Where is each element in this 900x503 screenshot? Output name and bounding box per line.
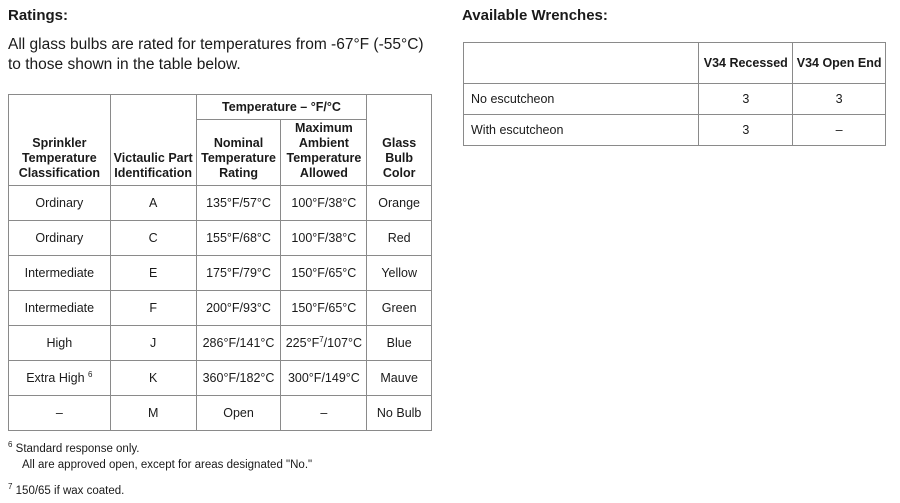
cell-max-ambient — [281, 256, 367, 291]
footnote-6-text: Standard response only. — [15, 443, 140, 455]
rating-row — [9, 291, 432, 326]
cell-nominal: 360°F/182°C — [196, 361, 281, 396]
max-ambient-tail: /107°C — [323, 336, 363, 350]
cell-classification — [9, 396, 111, 431]
cell-max-ambient — [281, 221, 367, 256]
max-ambient-text: 100°F/38°C — [291, 231, 357, 245]
wrench-header-open-end: V34 Open End — [793, 43, 886, 84]
cell-classification — [9, 221, 111, 256]
wrench-row-label: With escutcheon — [464, 115, 699, 146]
header-temperature-group: Temperature – °F/°C — [196, 95, 367, 120]
header-nominal: Nominal Temperature Rating — [196, 120, 281, 186]
classification-text: – — [55, 406, 63, 420]
cell-bulb-color: Mauve — [367, 361, 432, 396]
classification-text: High — [46, 336, 73, 350]
rating-row — [9, 221, 432, 256]
classification-text: Intermediate — [24, 266, 95, 280]
cell-classification — [9, 186, 111, 221]
max-ambient-text: 300°F/149°C — [287, 371, 360, 385]
wrench-header-blank — [464, 43, 699, 84]
classification-text: Intermediate — [24, 301, 95, 315]
cell-part-id: A — [110, 186, 196, 221]
max-ambient-text: 150°F/65°C — [291, 266, 357, 280]
header-bulb-color: Glass Bulb Color — [367, 95, 432, 186]
cell-bulb-color: Green — [367, 291, 432, 326]
footnote-6-line2: All are approved open, except for areas designated "No." — [22, 459, 313, 471]
footnote-6-mark: 6 — [8, 440, 13, 450]
header-part-id: Victaulic Part Identification — [110, 95, 196, 186]
ratings-intro-text: All glass bulbs are rated for temperatures from -67°F (-55°C) to those shown in the table below. — [8, 36, 424, 73]
cell-bulb-color: Blue — [367, 326, 432, 361]
cell-classification — [9, 361, 111, 396]
cell-nominal: 155°F/68°C — [196, 221, 281, 256]
wrench-cell-open-end: – — [793, 115, 886, 146]
cell-nominal: 175°F/79°C — [196, 256, 281, 291]
wrenches-table — [463, 42, 886, 146]
wrench-cell-recessed: 3 — [699, 84, 793, 115]
max-ambient-text: – — [320, 406, 328, 420]
ratings-body — [9, 186, 432, 431]
cell-bulb-color: Orange — [367, 186, 432, 221]
cell-nominal: 200°F/93°C — [196, 291, 281, 326]
max-ambient-footnote-mark: 7 — [319, 334, 324, 344]
cell-nominal: Open — [196, 396, 281, 431]
cell-part-id: M — [110, 396, 196, 431]
ratings-heading: Ratings: — [8, 7, 68, 24]
max-ambient-text: 150°F/65°C — [291, 301, 357, 315]
cell-nominal: 135°F/57°C — [196, 186, 281, 221]
cell-part-id: J — [110, 326, 196, 361]
max-ambient-text: 100°F/38°C — [291, 196, 357, 210]
wrench-row-label: No escutcheon — [464, 84, 699, 115]
cell-max-ambient — [281, 326, 367, 361]
rating-row — [9, 361, 432, 396]
footnote-6 — [8, 440, 140, 455]
cell-classification — [9, 326, 111, 361]
wrench-cell-open-end: 3 — [793, 84, 886, 115]
cell-bulb-color: No Bulb — [367, 396, 432, 431]
cell-bulb-color: Yellow — [367, 256, 432, 291]
cell-classification — [9, 291, 111, 326]
cell-max-ambient — [281, 186, 367, 221]
header-max-ambient: Maximum Ambient Temperature Allowed — [281, 120, 367, 186]
classification-text: Ordinary — [35, 196, 84, 210]
rating-row — [9, 186, 432, 221]
cell-part-id: C — [110, 221, 196, 256]
footnote-7-mark: 7 — [8, 482, 13, 492]
cell-part-id: F — [110, 291, 196, 326]
wrench-cell-recessed: 3 — [699, 115, 793, 146]
wrench-header-recessed: V34 Recessed — [699, 43, 793, 84]
classification-text: Extra High — [26, 371, 85, 385]
header-classification: Sprinkler Temperature Classification — [9, 95, 111, 186]
cell-classification — [9, 256, 111, 291]
rating-row — [9, 256, 432, 291]
cell-part-id: E — [110, 256, 196, 291]
classification-text: Ordinary — [35, 231, 84, 245]
wrench-row — [464, 115, 886, 146]
wrench-row — [464, 84, 886, 115]
cell-part-id: K — [110, 361, 196, 396]
cell-max-ambient — [281, 361, 367, 396]
rating-row — [9, 326, 432, 361]
footnote-7 — [8, 482, 125, 497]
classification-footnote-mark: 6 — [88, 369, 93, 379]
cell-max-ambient — [281, 396, 367, 431]
cell-bulb-color: Red — [367, 221, 432, 256]
wrenches-heading: Available Wrenches: — [462, 7, 608, 24]
rating-row — [9, 396, 432, 431]
ratings-table — [8, 94, 432, 431]
max-ambient-text: 225°F — [285, 336, 320, 350]
cell-nominal: 286°F/141°C — [196, 326, 281, 361]
footnote-7-text: 150/65 if wax coated. — [15, 485, 125, 497]
cell-max-ambient — [281, 291, 367, 326]
